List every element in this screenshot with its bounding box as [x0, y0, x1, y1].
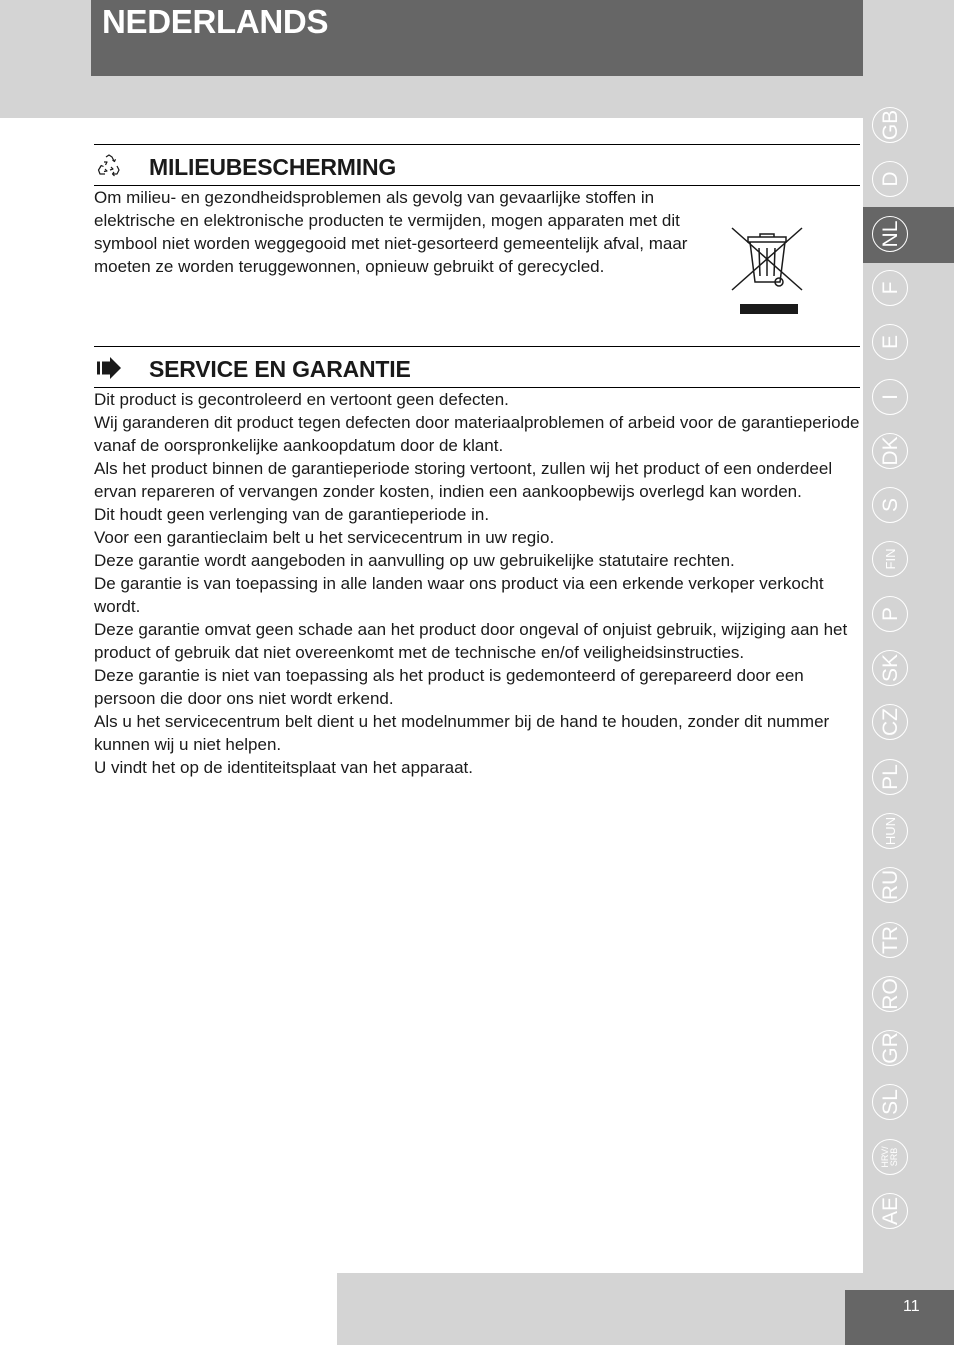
language-label: NL: [878, 220, 902, 248]
language-tab[interactable]: [863, 1184, 954, 1240]
language-badge: [872, 922, 908, 958]
language-tab[interactable]: [863, 152, 954, 208]
language-badge: [872, 596, 908, 632]
language-label: P: [878, 606, 902, 621]
section-body: [94, 388, 860, 779]
language-label: CZ: [878, 708, 902, 737]
language-label: RU: [878, 870, 902, 901]
language-badge: [872, 704, 908, 740]
section-service-en-garantie: [94, 346, 860, 779]
body-paragraph: Dit houdt geen verlenging van de garantieperiode in.: [94, 505, 490, 524]
body-paragraph: Als u het servicecentrum belt dient u het modelnummer bij de hand te houden, zonder dit nummer kunnen wij u niet helpen.: [94, 712, 830, 754]
body-paragraph: Om milieu- en gezondheidsproblemen als gevolg van gevaarlijke stoffen in elektrische en elektronische producten te vermijden, mogen apparaten met dit symbool niet worden weggegooid met niet-gesorteerd gemeentelijk afval, maar moeten ze worden teruggewonnen, opnieuw gebruikt of gerecycled.: [94, 188, 688, 276]
language-label: SL: [878, 1089, 902, 1116]
language-tab[interactable]: [863, 532, 954, 588]
language-badge: [872, 1193, 908, 1229]
language-badge: [872, 324, 908, 360]
section-title: MILIEUBESCHERMING: [149, 154, 397, 180]
page-title: NEDERLANDS: [102, 3, 329, 40]
section-header: [94, 144, 860, 186]
language-label: FIN: [882, 548, 898, 570]
language-tab[interactable]: [863, 641, 954, 697]
header-bar: [91, 0, 863, 76]
language-label: HRV/ SRB: [880, 1146, 899, 1168]
language-badge: [872, 976, 908, 1012]
page-number-box: [845, 1290, 954, 1345]
crossed-wheelie-bin-icon: [730, 226, 806, 318]
body-paragraph: Voor een garantieclaim belt u het servicecentrum in uw regio.: [94, 528, 555, 547]
language-tab[interactable]: [863, 587, 954, 643]
language-tab[interactable]: [863, 804, 954, 860]
body-paragraph: Dit product is gecontroleerd en vertoont geen defecten.: [94, 390, 509, 409]
section-title: SERVICE EN GARANTIE: [149, 356, 411, 382]
language-label: F: [878, 281, 902, 295]
language-tab[interactable]: [863, 858, 954, 914]
language-tab[interactable]: [863, 913, 954, 969]
language-label: GR: [878, 1032, 902, 1064]
section-body: [94, 186, 714, 278]
body-paragraph: Als het product binnen de garantieperiode storing vertoont, zullen wij het product of een onderdeel ervan repareren of vervangen zonder kosten, indien een aankoopbewijs overlegd kan worden.: [94, 459, 833, 501]
language-label: S: [878, 498, 902, 513]
language-tab[interactable]: [863, 370, 954, 426]
language-label: TR: [878, 925, 902, 954]
language-badge: [872, 1030, 908, 1066]
language-label: DK: [878, 436, 902, 466]
language-badge: [872, 161, 908, 197]
language-badge: [872, 216, 908, 252]
language-label: AE: [878, 1197, 902, 1226]
language-badge: [872, 107, 908, 143]
language-tab[interactable]: [863, 424, 954, 480]
page-number: 11: [903, 1298, 920, 1315]
language-badge: [872, 813, 908, 849]
language-label: E: [878, 335, 902, 350]
language-badge: [872, 487, 908, 523]
language-badge: [872, 1084, 908, 1120]
language-badge: [872, 379, 908, 415]
language-badge: [872, 433, 908, 469]
recycle-icon: [96, 153, 122, 179]
language-tab[interactable]: [863, 1021, 954, 1077]
language-label: D: [878, 171, 902, 187]
language-badge: [872, 541, 908, 577]
body-paragraph: U vindt het op de identiteitsplaat van het apparaat.: [94, 758, 473, 777]
language-badge: [872, 650, 908, 686]
body-paragraph: Wij garanderen dit product tegen defecten door materiaalproblemen of arbeid voor de garantieperiode vanaf de oorspronkelijke aankoopdatum door de klant.: [94, 413, 860, 455]
language-tab[interactable]: [863, 98, 954, 154]
language-badge: [872, 867, 908, 903]
language-tab[interactable]: [863, 1075, 954, 1131]
language-badge: [872, 1139, 908, 1175]
language-label: HUN: [882, 816, 898, 845]
language-label: GB: [878, 109, 902, 141]
body-paragraph: Deze garantie omvat geen schade aan het product door ongeval of onjuist gebruik, wijziging aan het product of gebruik dat niet overeenkomt met de technische en/of veiligheidsinstructies.: [94, 620, 848, 662]
language-tab[interactable]: [863, 478, 954, 534]
language-tab[interactable]: [863, 207, 954, 263]
body-paragraph: De garantie is van toepassing in alle landen waar ons product via een erkende verkoper verkocht wordt.: [94, 574, 824, 616]
section-milieubescherming: [94, 144, 860, 278]
language-label: I: [878, 393, 902, 400]
language-badge: [872, 270, 908, 306]
language-tab[interactable]: [863, 261, 954, 317]
language-label: SK: [878, 654, 902, 683]
language-label: RO: [878, 978, 902, 1010]
section-header: [94, 346, 860, 388]
language-tab[interactable]: [863, 967, 954, 1023]
arrow-right-icon: [96, 355, 122, 381]
language-badge: [872, 759, 908, 795]
language-tab[interactable]: [863, 1130, 954, 1186]
language-tab[interactable]: [863, 315, 954, 371]
body-paragraph: Deze garantie wordt aangeboden in aanvulling op uw gebruikelijke statutaire rechten.: [94, 551, 735, 570]
language-label: PL: [878, 763, 902, 790]
body-paragraph: Deze garantie is niet van toepassing als het product is gedemonteerd of gerepareerd door een persoon die door ons niet wordt erkend.: [94, 666, 804, 708]
language-tab[interactable]: [863, 695, 954, 751]
language-tab[interactable]: [863, 750, 954, 806]
